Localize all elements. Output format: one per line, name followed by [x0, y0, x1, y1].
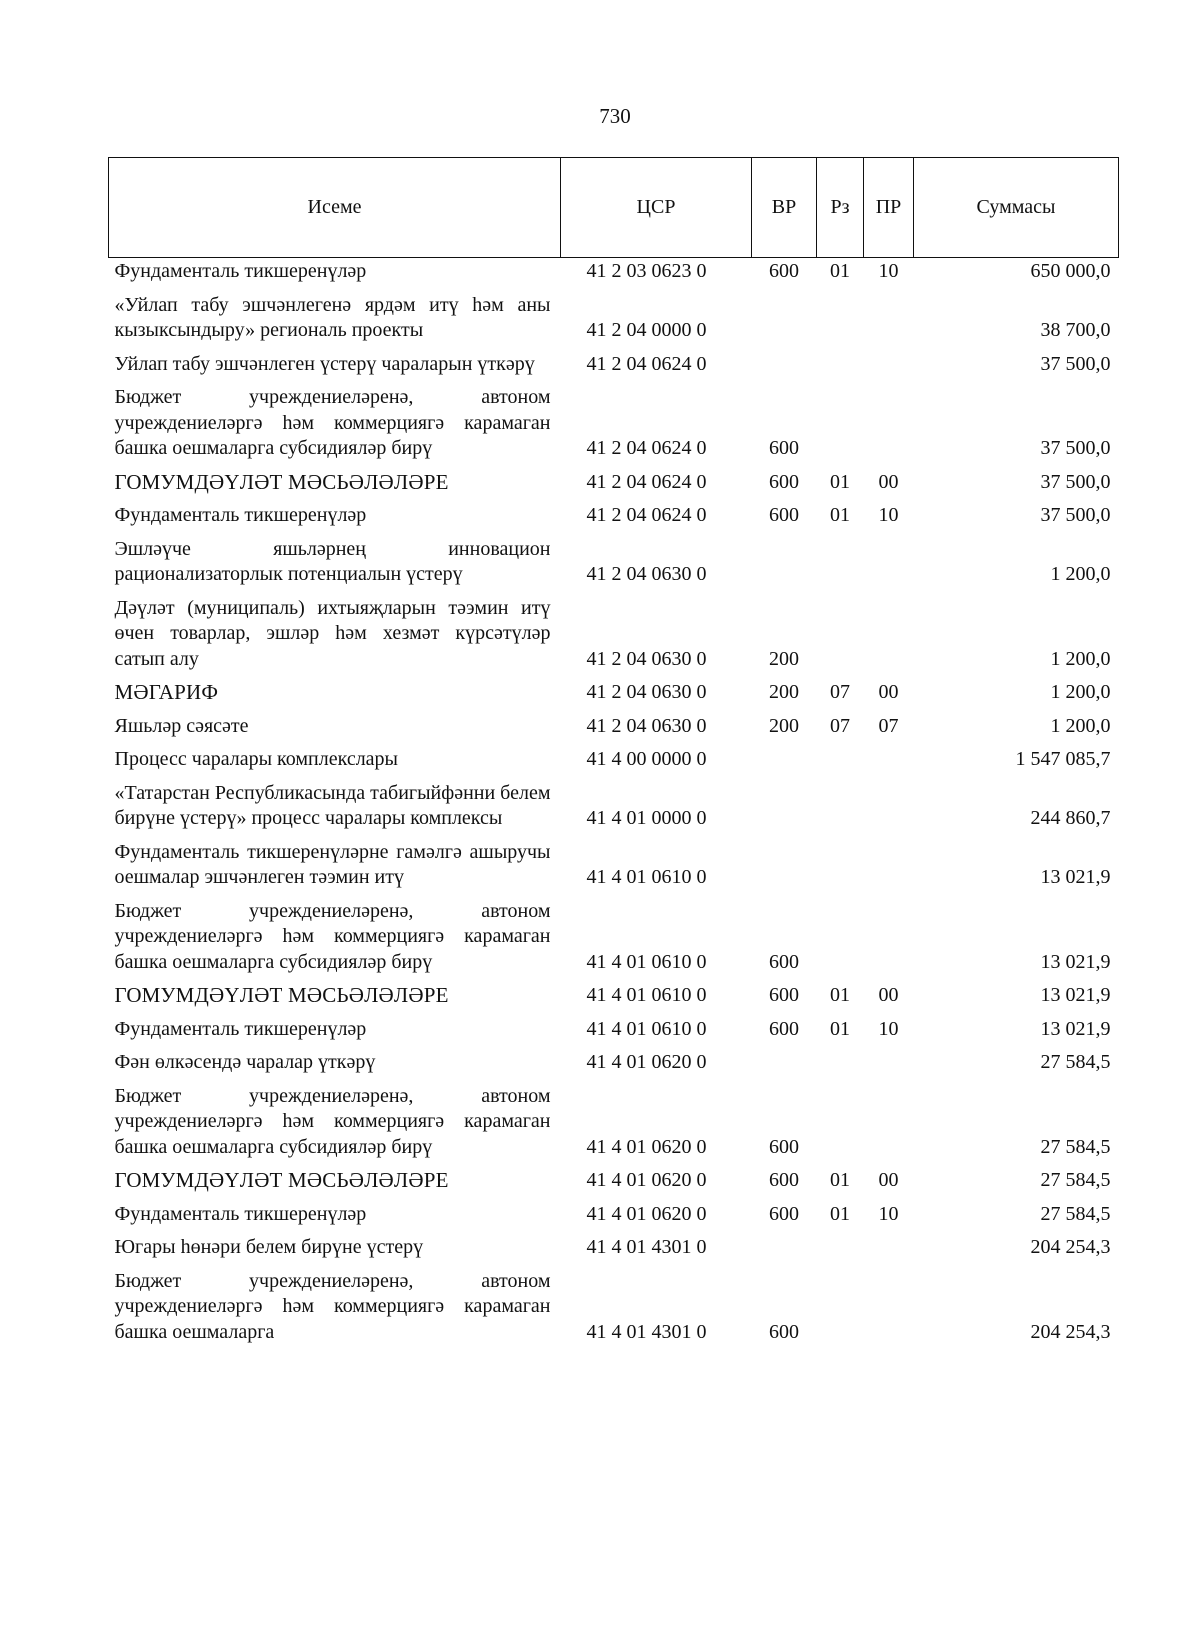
- cell-rz: [817, 898, 864, 983]
- table-row: [109, 1268, 1119, 1353]
- cell-sum: 27 584,5: [1040, 1169, 1111, 1191]
- cell-name: Фундаменталь тикшеренүләр: [114, 260, 367, 282]
- cell-vr: [752, 292, 817, 351]
- cell-name: Яшьләр сәясәте: [114, 714, 249, 737]
- column-header-pr: ПР: [864, 158, 914, 258]
- cell-sum: 1 200,0: [1050, 563, 1111, 585]
- cell-csr: 41 2 04 0630 0: [586, 563, 707, 585]
- table-row: [109, 780, 1119, 839]
- cell-rz: [817, 595, 864, 680]
- cell-vr: 600: [769, 260, 799, 282]
- cell-csr: 41 2 04 0630 0: [586, 714, 707, 737]
- cell-vr: 600: [769, 1320, 799, 1343]
- table-row: [109, 1167, 1119, 1201]
- cell-pr: 10: [878, 260, 899, 282]
- cell-vr: 600: [769, 437, 799, 459]
- cell-rz: 01: [830, 504, 850, 526]
- cell-pr: [864, 1083, 914, 1168]
- cell-rz: [817, 292, 864, 351]
- page-number: 730: [599, 104, 631, 128]
- cell-rz: [817, 746, 864, 780]
- cell-sum: 1 547 085,7: [1015, 748, 1111, 770]
- cell-sum: 37 500,0: [1040, 437, 1111, 459]
- cell-csr: 41 4 01 4301 0: [586, 1320, 707, 1343]
- table-header: [109, 158, 1119, 258]
- cell-rz: [817, 536, 864, 595]
- cell-csr: 41 4 01 0620 0: [586, 1051, 707, 1073]
- cell-name: Бюджет учреждениеләренә, автоном учреждениеләргә һәм коммерциягә карамаган башка оешмаларга субсидияләр бирү: [114, 386, 551, 459]
- cell-vr: [752, 1234, 817, 1268]
- cell-vr: 200: [769, 714, 799, 737]
- cell-name: Фундаменталь тикшеренүләр: [114, 1202, 367, 1225]
- table-row: [109, 1201, 1119, 1235]
- table-row: [109, 351, 1119, 385]
- table-row: [109, 292, 1119, 351]
- cell-sum: 27 584,5: [1040, 1051, 1111, 1073]
- cell-rz: [817, 1268, 864, 1353]
- cell-pr: [864, 536, 914, 595]
- cell-csr: 41 4 01 0610 0: [586, 866, 707, 888]
- cell-csr: 41 2 04 0624 0: [586, 352, 707, 375]
- cell-sum: 13 021,9: [1040, 950, 1111, 973]
- cell-pr: [864, 292, 914, 351]
- cell-csr: 41 2 03 0623 0: [586, 260, 707, 282]
- cell-name: «Татарстан Республикасында табигыйфәнни белем бирүне үстерү» процесс чаралары комплексы: [114, 781, 551, 829]
- cell-pr: [864, 595, 914, 680]
- cell-sum: 204 254,3: [1030, 1320, 1111, 1343]
- cell-name: ГОМУМДӘҮЛӘТ МӘСЬӘЛӘЛӘРЕ: [114, 1168, 449, 1192]
- cell-sum: 650 000,0: [1030, 260, 1111, 282]
- cell-name: ГОМУМДӘҮЛӘТ МӘСЬӘЛӘЛӘРЕ: [114, 983, 449, 1007]
- cell-sum: 38 700,0: [1040, 319, 1111, 341]
- table-row: [109, 258, 1119, 292]
- table-row: [109, 679, 1119, 713]
- cell-sum: 13 021,9: [1040, 866, 1111, 888]
- table-row: [109, 1016, 1119, 1050]
- cell-name: Фундаменталь тикшеренүләрне гамәлгә ашыручы оешмалар эшчәнлеген тәэмин итү: [114, 840, 551, 888]
- table-row: [109, 746, 1119, 780]
- cell-pr: 00: [878, 681, 899, 703]
- cell-csr: 41 4 01 4301 0: [586, 1236, 707, 1258]
- cell-pr: 10: [878, 1202, 899, 1225]
- cell-name: Эшләүче яшьләрнең инновацион рационализаторлык потенциалын үстерү: [114, 537, 551, 585]
- table-row: [109, 384, 1119, 469]
- table-row: [109, 1049, 1119, 1083]
- table-body: [109, 258, 1119, 1353]
- cell-rz: [817, 384, 864, 469]
- cell-pr: 00: [878, 470, 899, 493]
- budget-table: [108, 157, 1119, 1352]
- cell-rz: 07: [830, 681, 850, 703]
- cell-sum: 37 500,0: [1040, 352, 1111, 375]
- cell-pr: 10: [878, 504, 899, 526]
- column-header-vr: ВР: [752, 158, 817, 258]
- column-header-csr: ЦСР: [561, 158, 752, 258]
- cell-vr: 600: [769, 1202, 799, 1225]
- cell-vr: 600: [769, 504, 799, 526]
- cell-vr: [752, 746, 817, 780]
- cell-sum: 27 584,5: [1040, 1202, 1111, 1225]
- cell-pr: [864, 384, 914, 469]
- cell-name: Дәүләт (муниципаль) ихтыяҗларын тәэмин итү өчен товарлар, эшләр һәм хезмәт күрсәтүләр сатып алу: [114, 596, 551, 670]
- cell-vr: [752, 351, 817, 385]
- cell-pr: [864, 839, 914, 898]
- cell-pr: 07: [878, 714, 899, 737]
- cell-name: Фундаменталь тикшеренүләр: [114, 504, 367, 526]
- cell-vr: 600: [769, 1017, 799, 1040]
- cell-vr: [752, 839, 817, 898]
- cell-rz: [817, 780, 864, 839]
- table-row: [109, 502, 1119, 536]
- cell-sum: 244 860,7: [1030, 807, 1111, 829]
- cell-vr: [752, 780, 817, 839]
- cell-csr: 41 4 01 0610 0: [586, 950, 707, 973]
- cell-rz: 01: [830, 984, 850, 1006]
- table-row: [109, 1234, 1119, 1268]
- column-header-sum: Суммасы: [914, 158, 1119, 258]
- cell-sum: 13 021,9: [1040, 984, 1111, 1006]
- cell-sum: 204 254,3: [1030, 1236, 1111, 1258]
- cell-rz: 01: [830, 1017, 850, 1040]
- cell-vr: 600: [769, 470, 799, 493]
- table-row: [109, 982, 1119, 1016]
- cell-vr: 600: [769, 984, 799, 1006]
- cell-csr: 41 2 04 0630 0: [586, 681, 707, 703]
- table-row: [109, 839, 1119, 898]
- cell-csr: 41 2 04 0624 0: [586, 470, 707, 493]
- cell-vr: 200: [769, 681, 799, 703]
- cell-name: Фундаменталь тикшеренүләр: [114, 1017, 367, 1040]
- table-row: [109, 595, 1119, 680]
- cell-sum: 37 500,0: [1040, 504, 1111, 526]
- cell-rz: [817, 1083, 864, 1168]
- cell-sum: 27 584,5: [1040, 1135, 1111, 1158]
- cell-csr: 41 4 01 0610 0: [586, 984, 707, 1006]
- cell-csr: 41 4 01 0620 0: [586, 1202, 707, 1225]
- cell-name: Бюджет учреждениеләренә, автоном учреждениеләргә һәм коммерциягә карамаган башка оешмаларга субсидияләр бирү: [114, 1084, 551, 1158]
- cell-rz: [817, 839, 864, 898]
- cell-vr: 600: [769, 1135, 799, 1158]
- cell-sum: 13 021,9: [1040, 1017, 1111, 1040]
- cell-rz: [817, 1049, 864, 1083]
- cell-vr: [752, 536, 817, 595]
- table-row: [109, 898, 1119, 983]
- cell-rz: 01: [830, 470, 850, 493]
- cell-vr: 600: [769, 1169, 799, 1191]
- cell-csr: 41 4 00 0000 0: [586, 748, 707, 770]
- cell-rz: [817, 1234, 864, 1268]
- cell-pr: 00: [878, 1169, 899, 1191]
- cell-name: Бюджет учреждениеләренә, автоном учреждениеләргә һәм коммерциягә карамаган башка оешмаларга: [114, 1269, 551, 1343]
- cell-sum: 1 200,0: [1050, 714, 1111, 737]
- cell-pr: [864, 1234, 914, 1268]
- cell-vr: 200: [769, 647, 799, 670]
- cell-pr: [864, 351, 914, 385]
- cell-name: Процесс чаралары комплекслары: [114, 748, 398, 770]
- cell-name: Уйлап табу эшчәнлеген үстерү чараларын үткәрү: [114, 352, 535, 375]
- table-row: [109, 536, 1119, 595]
- cell-sum: 1 200,0: [1050, 681, 1111, 703]
- cell-csr: 41 2 04 0630 0: [586, 647, 707, 670]
- cell-rz: 07: [830, 714, 850, 737]
- table-row: [109, 1083, 1119, 1168]
- cell-csr: 41 4 01 0610 0: [586, 1017, 707, 1040]
- cell-rz: 01: [830, 1202, 850, 1225]
- cell-rz: [817, 351, 864, 385]
- cell-csr: 41 4 01 0620 0: [586, 1135, 707, 1158]
- column-header-rz: Рз: [817, 158, 864, 258]
- column-header-name: Исеме: [109, 158, 561, 258]
- cell-rz: 01: [830, 260, 850, 282]
- cell-name: Югары һөнәри белем бирүне үстерү: [114, 1236, 424, 1258]
- cell-sum: 37 500,0: [1040, 470, 1111, 493]
- table-row: [109, 713, 1119, 747]
- cell-vr: [752, 1049, 817, 1083]
- cell-pr: [864, 1268, 914, 1353]
- cell-name: Фән өлкәсендә чаралар үткәрү: [114, 1051, 376, 1073]
- cell-pr: 10: [878, 1017, 899, 1040]
- cell-pr: [864, 746, 914, 780]
- cell-pr: [864, 1049, 914, 1083]
- cell-rz: 01: [830, 1169, 850, 1191]
- cell-csr: 41 4 01 0620 0: [586, 1169, 707, 1191]
- cell-vr: 600: [769, 950, 799, 973]
- cell-name: МӘГАРИФ: [114, 680, 219, 704]
- cell-csr: 41 2 04 0624 0: [586, 437, 707, 459]
- table-row: [109, 469, 1119, 503]
- cell-name: ГОМУМДӘҮЛӘТ МӘСЬӘЛӘЛӘРЕ: [114, 469, 449, 494]
- cell-csr: 41 4 01 0000 0: [586, 807, 707, 829]
- cell-name: «Уйлап табу эшчәнлегенә ярдәм итү һәм аны кызыксындыру» региональ проекты: [114, 293, 551, 341]
- cell-name: Бюджет учреждениеләренә, автоном учреждениеләргә һәм коммерциягә карамаган башка оешмаларга субсидияләр бирү: [114, 899, 551, 973]
- header-row: [109, 158, 1119, 258]
- cell-pr: [864, 780, 914, 839]
- cell-csr: 41 2 04 0624 0: [586, 504, 707, 526]
- cell-pr: [864, 898, 914, 983]
- cell-sum: 1 200,0: [1050, 647, 1111, 670]
- cell-pr: 00: [878, 984, 899, 1006]
- cell-csr: 41 2 04 0000 0: [586, 319, 707, 341]
